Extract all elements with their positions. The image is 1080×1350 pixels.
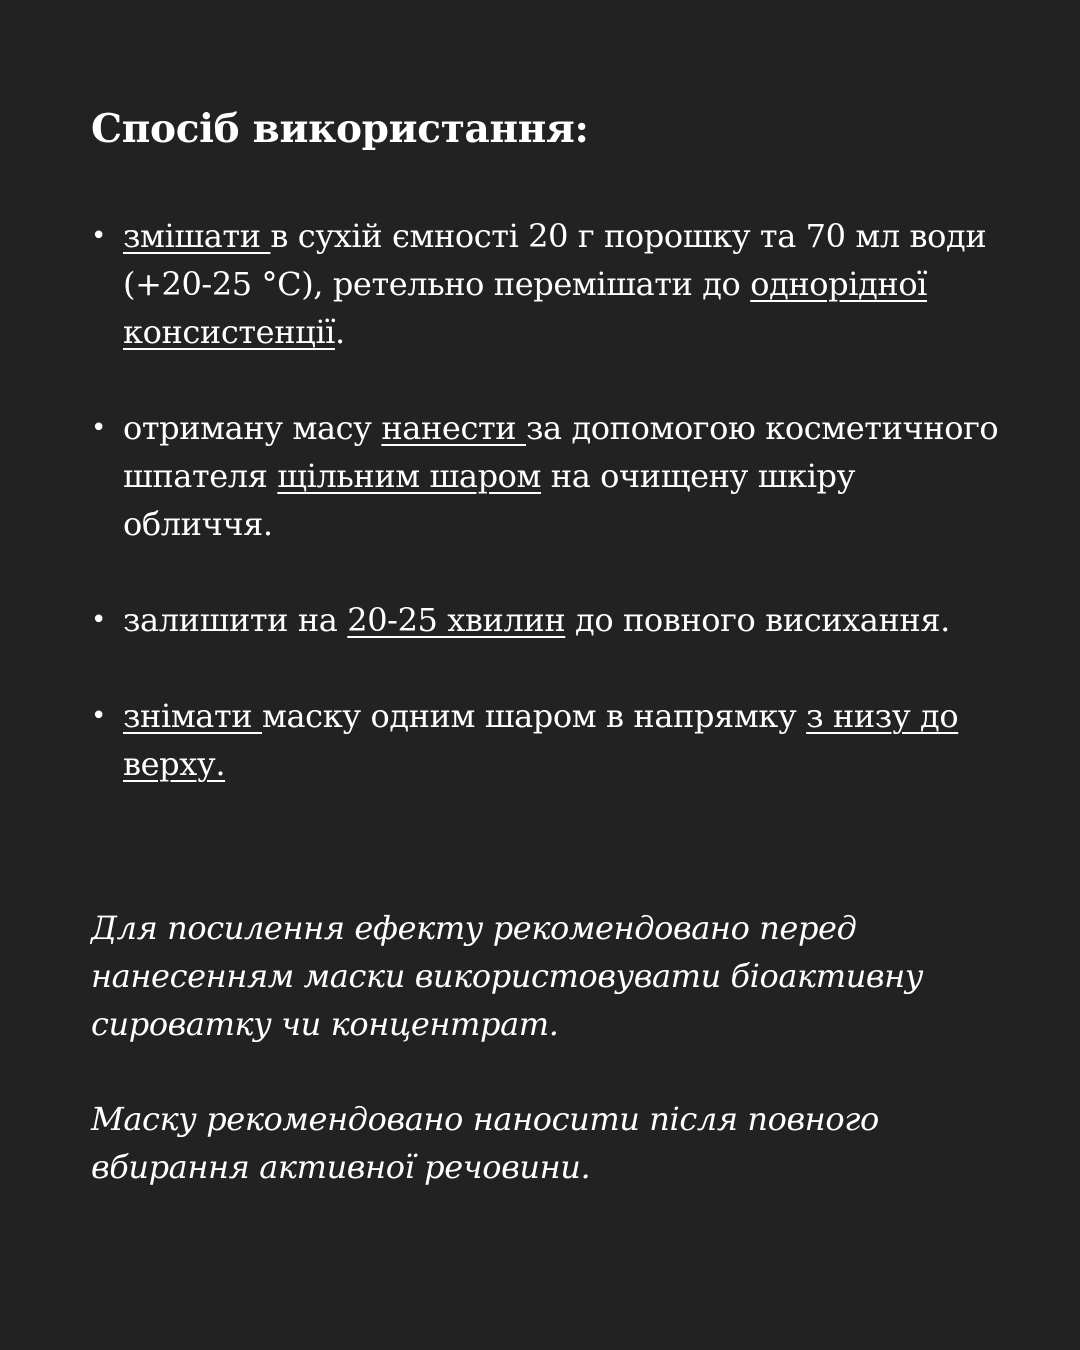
step-text-part: змішати — [123, 217, 271, 255]
step-text-part: отриману масу — [123, 409, 382, 447]
note-timing: Маску рекомендовано наносити після повного вбирання активної речовини. — [91, 1100, 879, 1186]
step-text-part: до повного висихання. — [565, 601, 950, 639]
step-text-part: за допомогою косметичного шпателя — [123, 409, 999, 495]
step-mix — [91, 212, 1001, 356]
bullet-icon: • — [91, 413, 106, 443]
step-text-part: нанести — [381, 409, 526, 447]
bullet-icon: • — [91, 221, 106, 251]
step-text-part: маску одним шаром в напрямку — [262, 697, 807, 735]
bullet-icon: • — [91, 605, 106, 635]
page-title: Спосіб використання: — [91, 106, 589, 152]
note-recommendation: Для посилення ефекту рекомендовано перед нанесенням маски використовувати біоактивну сироватку чи концентрат. — [91, 909, 923, 1043]
step-apply — [91, 404, 1001, 548]
usage-card — [91, 0, 1001, 1350]
step-text-part: 20-25 хвилин — [347, 601, 566, 639]
usage-steps-list — [91, 212, 1001, 836]
step-text-part: щільним шаром — [277, 457, 542, 495]
step-text-part: . — [334, 313, 345, 351]
notes-section — [91, 904, 1001, 1238]
step-text-part: знімати — [123, 697, 262, 735]
step-text-part: на очищену шкіру обличчя. — [123, 457, 856, 543]
step-text-part: однорідної консистенції — [123, 265, 928, 351]
step-text-part: в сухій ємності 20 г порошку та 70 мл води (+20-25 °С), ретельно перемішати до — [123, 217, 987, 303]
step-text-part: залишити на — [123, 601, 348, 639]
step-remove — [91, 692, 1001, 788]
bullet-icon: • — [91, 701, 106, 731]
step-text-part: з низу до верху. — [123, 697, 959, 783]
step-wait — [91, 596, 1001, 644]
